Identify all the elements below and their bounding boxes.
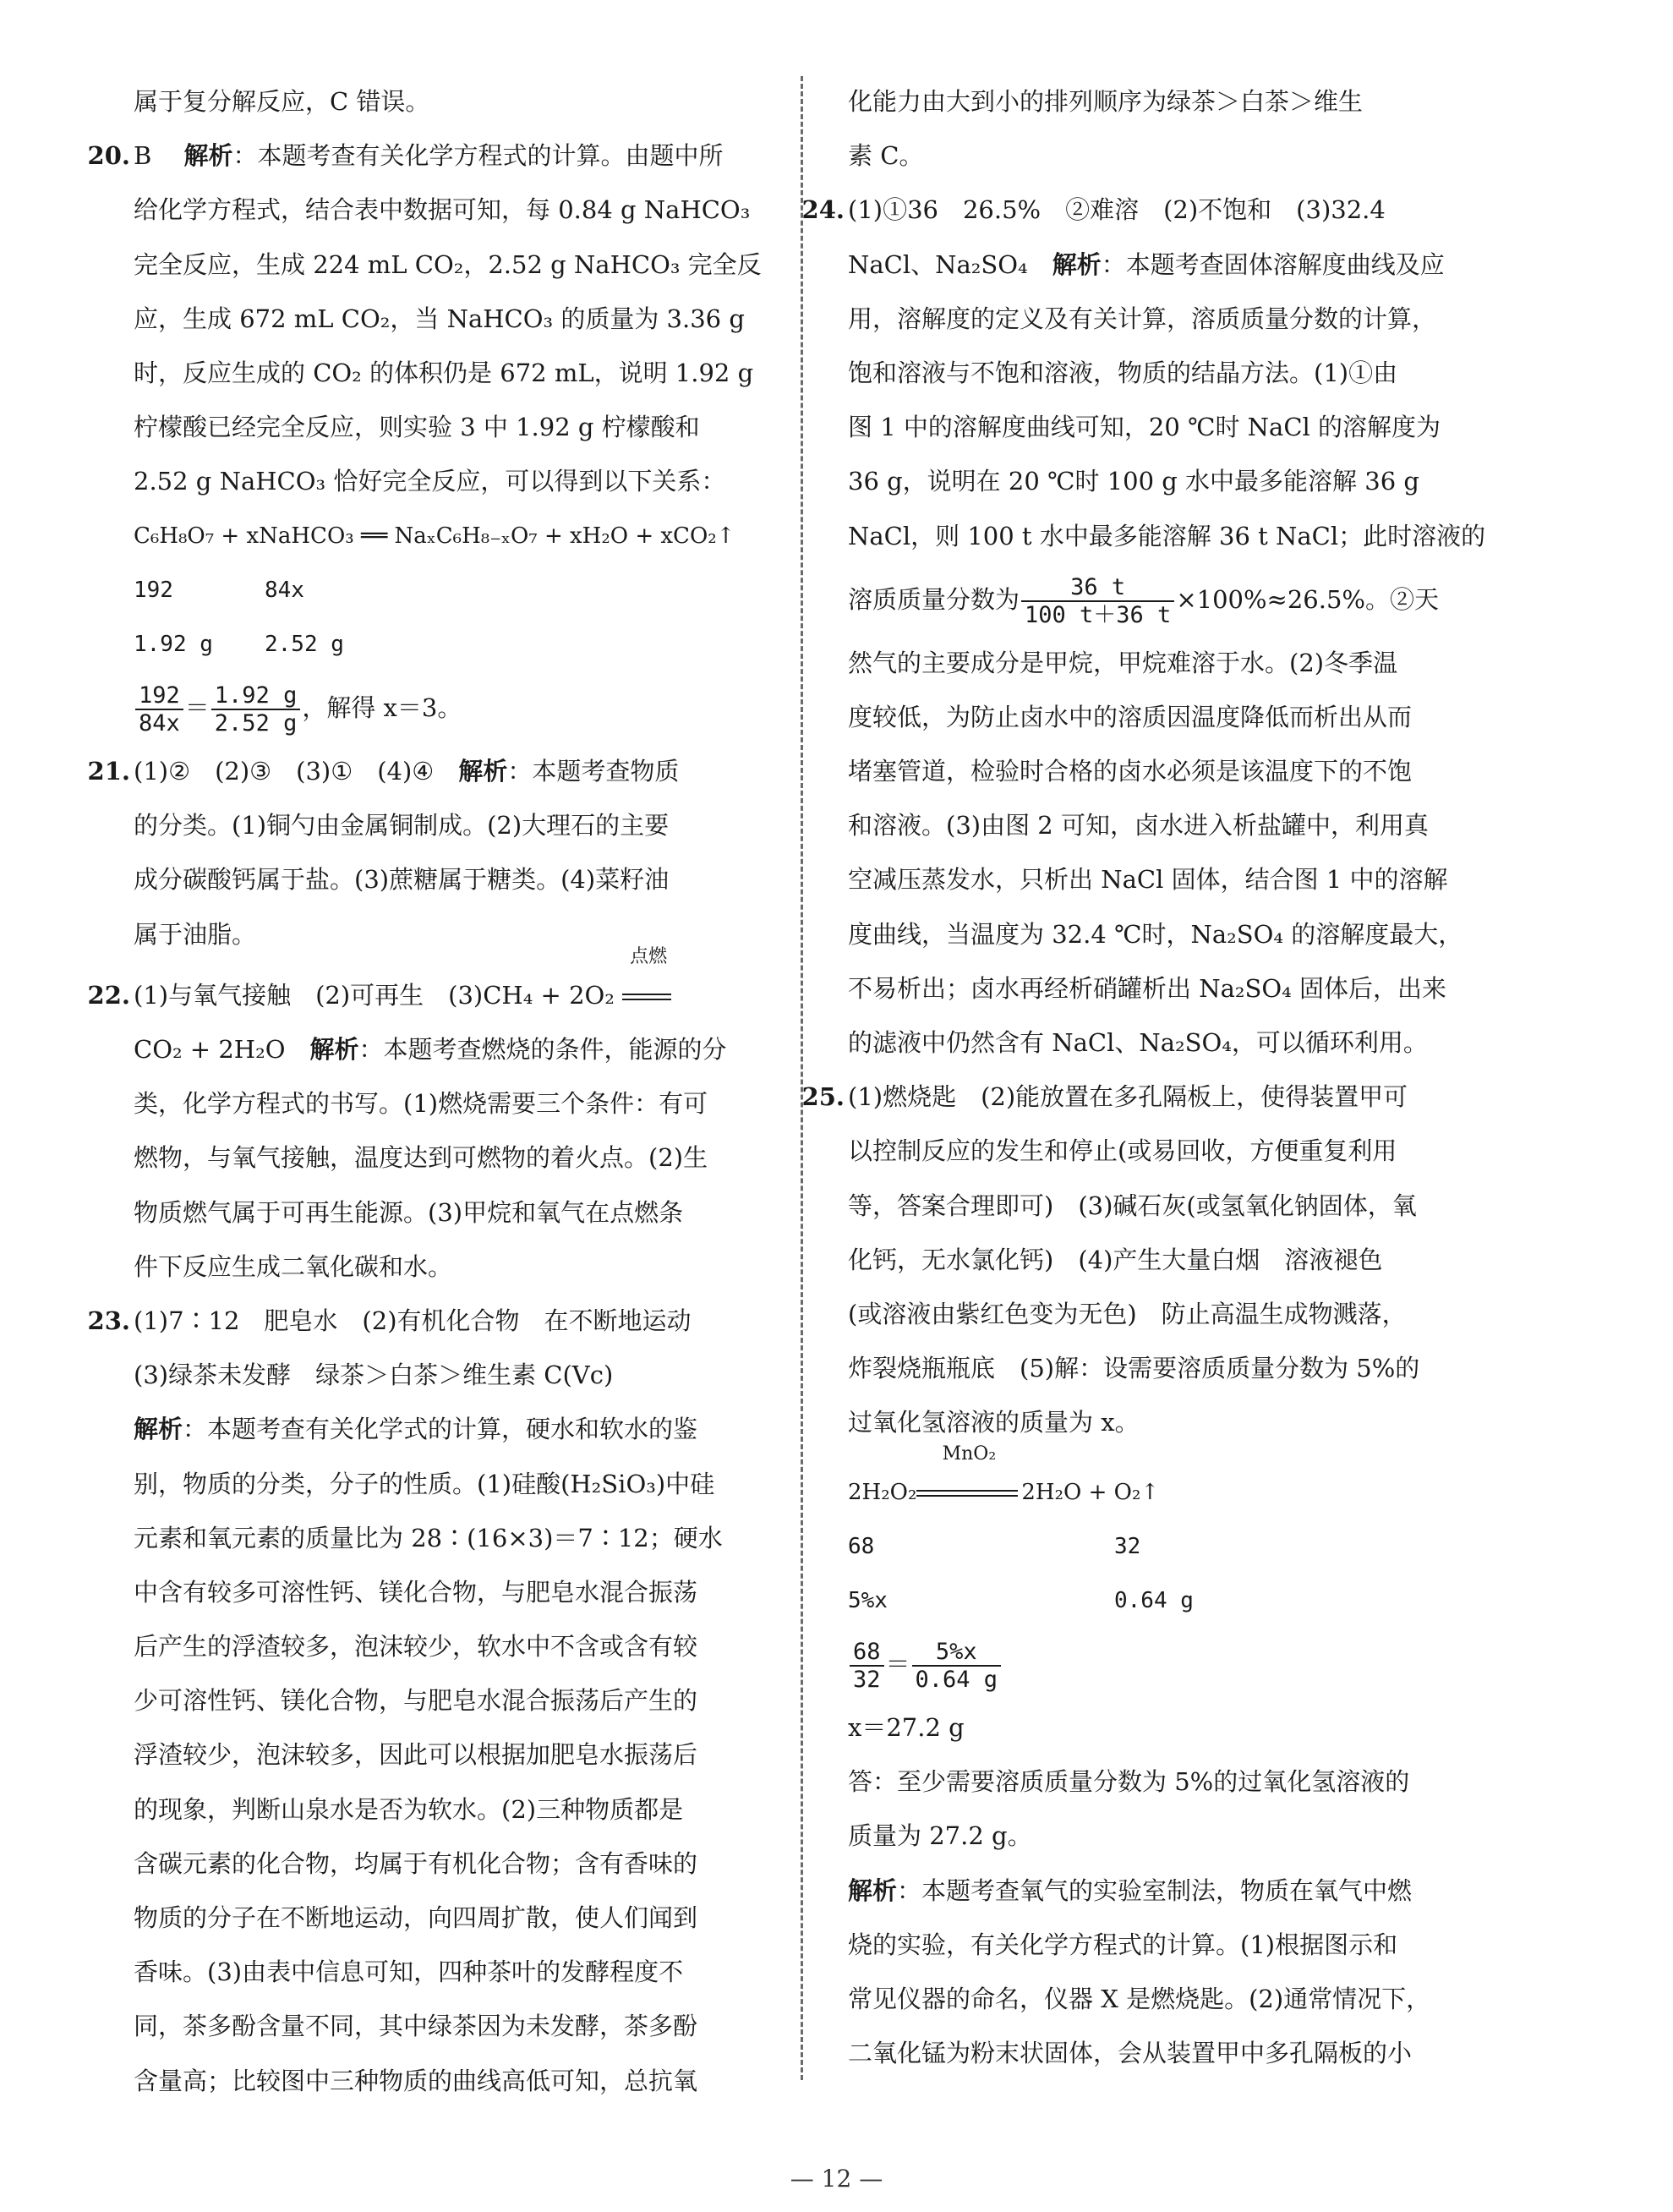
- text-line: 同，茶多酚含量不同，其中绿茶因为未发酵，茶多酚: [134, 2012, 698, 2041]
- text-span: 溶质质量分数为: [848, 584, 1020, 614]
- text-line: 二氧化锰为粉末状固体，会从装置甲中多孔隔板的小: [848, 2039, 1413, 2068]
- question-22-line: [87, 945, 755, 1022]
- text-line: 化能力由大到小的排列顺序为绿茶＞白茶＞维生: [848, 87, 1364, 116]
- text-line: 别，物质的分类，分子的性质。(1)硅酸(H₂SiO₃)中硅: [134, 1469, 715, 1498]
- question-number: 24.: [801, 195, 845, 225]
- text-line: 等，答案合理即可) (3)碱石灰(或氢氧化钠固体，氧: [848, 1191, 1417, 1220]
- result-line: x＝27.2 g: [848, 1713, 965, 1743]
- chemical-equation: [848, 1443, 1469, 1519]
- ratio-row: [848, 1574, 1469, 1628]
- text-line: 属于油脂。: [134, 919, 257, 949]
- text-line: 燃物，与氧气接触，温度达到可燃物的着火点。(2)生: [134, 1143, 708, 1173]
- ratio-value: 32: [1114, 1533, 1141, 1559]
- text-line: 含量高；比较图中三种物质的曲线高低可知，总抗氧: [134, 2066, 698, 2095]
- text-line: 中含有较多可溶性钙、镁化合物，与肥皂水混合振荡: [134, 1577, 698, 1607]
- reaction-condition: 点燃: [630, 945, 668, 967]
- text-span: ：本题考查氧气的实验室制法，物质在氧气中燃: [897, 1875, 1413, 1905]
- question-20-line: [87, 129, 755, 183]
- question-22-line: [134, 1022, 755, 1076]
- question-number: 25.: [801, 1082, 845, 1112]
- ratio-row: [134, 617, 755, 671]
- answer: (1)燃烧匙 (2)能放置在多孔隔板上，使得装置甲可: [848, 1082, 1408, 1112]
- text-line: (或溶液由紫红色变为无色) 防止高温生成物溅落，: [848, 1299, 1407, 1328]
- double-line: [916, 1490, 1018, 1497]
- page-number: — 12 —: [790, 2165, 883, 2193]
- ratio-value: 68: [848, 1533, 875, 1559]
- text-line: 应，生成 672 mL CO₂，当 NaHCO₃ 的质量为 3.36 g: [134, 304, 745, 333]
- denominator: 2.52 g: [214, 710, 298, 737]
- fraction: [850, 1639, 884, 1693]
- ratio-value: 5%x: [848, 1587, 888, 1613]
- analysis-label: 解析: [134, 1415, 183, 1444]
- analysis-label: 解析: [309, 1035, 359, 1064]
- left-column: [87, 74, 762, 2108]
- question-25-line: [801, 1070, 1469, 1124]
- text-line: 空减压蒸发水，只析出 NaCl 固体，结合图 1 中的溶解: [848, 865, 1448, 895]
- chemical-equation: C₆H₈O₇ + xNaHCO₃ ══ NaₓC₆H₈₋ₓO₇ + xH₂O + xCO₂↑: [134, 523, 735, 549]
- text-line: 常见仪器的命名，仪器 X 是燃烧匙。(2)通常情况下，: [848, 1985, 1431, 2013]
- text-line: 烧的实验，有关化学方程式的计算。(1)根据图示和: [848, 1930, 1398, 1959]
- fraction: [135, 682, 183, 736]
- answer: (1)7∶12 肥皂水 (2)有机化合物 在不断地运动: [134, 1306, 692, 1335]
- question-23-line: [134, 1402, 755, 1456]
- text-line: 质量为 27.2 g。: [848, 1821, 1032, 1851]
- answer: (1)①36 26.5% ②难溶 (2)不饱和 (3)32.4: [848, 195, 1386, 225]
- answer: (1)② (2)③ (3)① (4)④: [134, 757, 459, 786]
- analysis-label: 解析: [1052, 249, 1102, 279]
- question-25-line: [848, 1864, 1469, 1918]
- text-line: 柠檬酸已经完全反应，则实验 3 中 1.92 g 柠檬酸和: [134, 413, 700, 442]
- text-line: 36 g，说明在 20 ℃时 100 g 水中最多能溶解 36 g: [848, 467, 1419, 496]
- text-line: 用，溶解度的定义及有关计算，溶质质量分数的计算，: [848, 304, 1437, 333]
- text-line: 和溶液。(3)由图 2 可知，卤水进入析盐罐中，利用真: [848, 811, 1429, 840]
- text-line: 然气的主要成分是甲烷，甲烷难溶于水。(2)冬季温: [848, 648, 1398, 677]
- ratio-value: 192: [134, 577, 173, 603]
- ratio-value: 0.64 g: [1114, 1587, 1194, 1613]
- text-line: 2.52 g NaHCO₃ 恰好完全反应，可以得到以下关系：: [134, 467, 726, 496]
- question-number: 22.: [87, 980, 130, 1010]
- ratio-row: [134, 563, 755, 617]
- text-line: 成分碳酸钙属于盐。(3)蔗糖属于糖类。(4)菜籽油: [134, 865, 670, 895]
- numerator: 36 t: [1021, 574, 1174, 602]
- text-line: 度较低，为防止卤水中的溶质因温度降低而析出从而: [848, 702, 1413, 731]
- reaction-arrow: [622, 945, 675, 1022]
- text-span: ：本题考查有关化学方程式的计算。由题中所: [232, 141, 724, 171]
- text-line: 以控制反应的发生和停止(或易回收，方便重复利用: [848, 1136, 1397, 1166]
- text-line: 属于复分解反应，C 错误。: [134, 87, 430, 116]
- question-23-line: [87, 1294, 755, 1348]
- ratio-row: [848, 1519, 1469, 1574]
- ratio-value: 84x: [265, 577, 304, 603]
- text-line: 物质燃气属于可再生能源。(3)甲烷和氧气在点燃条: [134, 1197, 684, 1227]
- proportion-line: $\frac{68}{32}$ ＝ $\frac{5\%x}{0.64 g}$: [848, 1628, 1469, 1700]
- denominator: 84x: [139, 710, 180, 737]
- text-line: 的滤液中仍然含有 NaCl、Na₂SO₄，可以循环利用。: [848, 1028, 1428, 1057]
- text-line: 饱和溶液与不饱和溶液，物质的结晶方法。(1)①由: [848, 358, 1398, 387]
- text-line: 给化学方程式，结合表中数据可知，每 0.84 g NaHCO₃: [134, 195, 751, 225]
- numerator: 1.92 g: [211, 682, 301, 710]
- analysis-label: 解析: [183, 141, 233, 171]
- numerator: 68: [850, 1639, 884, 1667]
- text-line: 的现象，判断山泉水是否为软水。(2)三种物质都是: [134, 1794, 684, 1824]
- text-line: 含碳元素的化合物，均属于有机化合物；含有香味的: [134, 1848, 698, 1878]
- text-line: 堵塞管道，检验时合格的卤水必须是该温度下的不饱: [848, 757, 1413, 786]
- answer: B: [134, 141, 152, 171]
- question-number: 20.: [87, 141, 130, 171]
- text-line: NaCl，则 100 t 水中最多能溶解 36 t NaCl；此时溶液的: [848, 521, 1486, 550]
- text-span: ：本题考查物质: [507, 757, 680, 786]
- text-line: 度曲线，当温度为 32.4 ℃时，Na₂SO₄ 的溶解度最大，: [848, 919, 1463, 949]
- fraction: [912, 1639, 1002, 1693]
- text-span: ：本题考查固体溶解度曲线及应: [1101, 249, 1445, 279]
- answer: (1)与氧气接触 (2)可再生 (3)CH₄ + 2O₂: [134, 980, 623, 1010]
- analysis-label: 解析: [458, 757, 508, 786]
- text-line: 的分类。(1)铜勺由金属铜制成。(2)大理石的主要: [134, 811, 670, 840]
- denominator: 32: [853, 1667, 881, 1694]
- numerator: 192: [135, 682, 183, 710]
- proportion-line: $\frac{192}{84x}$ ＝ $\frac{1.92 g}{2.52 g}$ ，解得 x＝3。: [134, 671, 755, 744]
- question-21-line: [87, 744, 755, 798]
- text-line: 不易析出；卤水再经析硝罐析出 Na₂SO₄ 固体后，出来: [848, 973, 1446, 1003]
- text-line: 件下反应生成二氧化碳和水。: [134, 1251, 453, 1281]
- text-line: 后产生的浮渣较多，泡沫较少，软水中不含或含有较: [134, 1632, 698, 1662]
- text-line: 化钙，无水氯化钙) (4)产生大量白烟 溶液褪色: [848, 1245, 1383, 1274]
- text-line: 浮渣较少，泡沫较多，因此可以根据加肥皂水振荡后: [134, 1740, 698, 1770]
- result-text: ，解得 x＝3。: [302, 693, 462, 723]
- text-span: ：本题考查有关化学式的计算，硬水和软水的鉴: [183, 1415, 698, 1444]
- text-span: ：本题考查燃烧的条件，能源的分: [358, 1035, 727, 1064]
- question-number: 21.: [87, 757, 130, 786]
- answer: NaCl、Na₂SO₄: [848, 249, 1052, 279]
- text-line: 图 1 中的溶解度曲线可知，20 ℃时 NaCl 的溶解度为: [848, 413, 1441, 442]
- reaction-arrow: [916, 1443, 1021, 1519]
- denominator: 100 t＋36 t: [1025, 601, 1172, 628]
- denominator: 0.64 g: [915, 1667, 998, 1694]
- numerator: 5%x: [912, 1639, 1002, 1667]
- text-line: 答：至少需要溶质质量分数为 5%的过氧化氢溶液的: [848, 1767, 1410, 1797]
- answer: CO₂ + 2H₂O: [134, 1035, 310, 1064]
- question-24-line: [801, 183, 1469, 237]
- text-line: (3)绿茶未发酵 绿茶＞白茶＞维生素 C(Vc): [134, 1361, 614, 1390]
- text-line: 素 C。: [848, 141, 924, 171]
- fraction-line: [848, 563, 1469, 636]
- analysis-label: 解析: [848, 1875, 898, 1905]
- right-column: [801, 74, 1486, 2080]
- text-line: 时，反应生成的 CO₂ 的体积仍是 672 mL，说明 1.92 g: [134, 358, 754, 387]
- text-line: 炸裂烧瓶瓶底 (5)解：设需要溶质质量分数为 5%的: [848, 1354, 1420, 1383]
- ratio-value: 1.92 g: [134, 631, 213, 657]
- question-number: 23.: [87, 1306, 130, 1335]
- text-line: 完全反应，生成 224 mL CO₂，2.52 g NaHCO₃ 完全反: [134, 249, 762, 279]
- text-line: 少可溶性钙、镁化合物，与肥皂水混合振荡后产生的: [134, 1686, 698, 1716]
- text-line: 物质的分子在不断地运动，向四周扩散，使人们闻到: [134, 1903, 698, 1932]
- text-line: 类，化学方程式的书写。(1)燃烧需要三个条件：有可: [134, 1089, 708, 1119]
- text-line: 香味。(3)由表中信息可知，四种茶叶的发酵程度不: [134, 1957, 684, 1987]
- text-line: 元素和氧元素的质量比为 28∶(16×3)＝7∶12；硬水: [134, 1523, 723, 1552]
- double-line: [622, 994, 671, 1000]
- text-span: ×100%≈26.5%。②天: [1176, 584, 1439, 614]
- catalyst: MnO₂: [942, 1443, 997, 1465]
- fraction: [211, 682, 301, 736]
- question-24-line: [848, 238, 1469, 292]
- text-line: 过氧化氢溶液的质量为 x。: [848, 1408, 1140, 1437]
- ratio-value: 2.52 g: [265, 631, 344, 657]
- fraction: [1021, 574, 1174, 628]
- reactant: 2H₂O₂: [848, 1479, 917, 1505]
- product: 2H₂O + O₂↑: [1021, 1479, 1160, 1505]
